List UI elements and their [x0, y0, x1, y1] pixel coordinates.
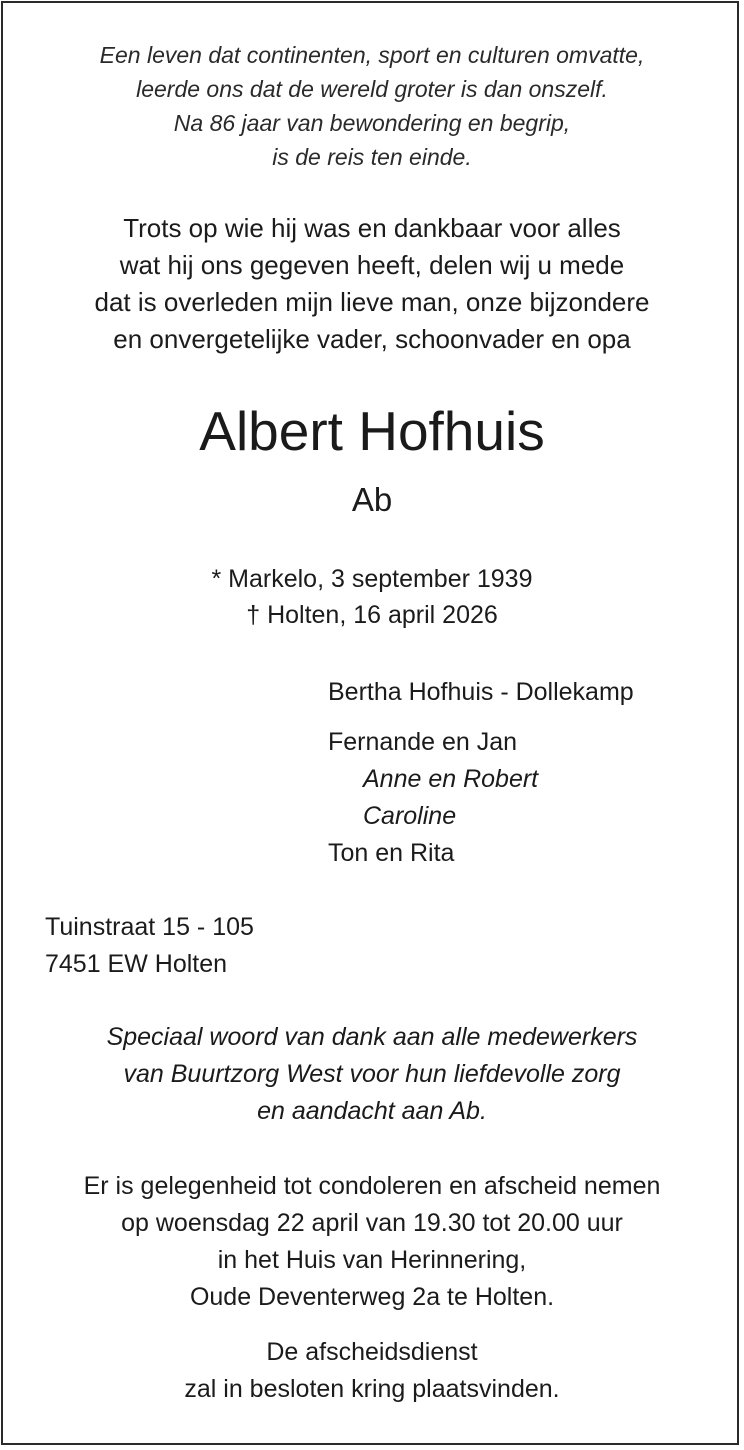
thanks-line: van Buurtzorg West voor hun liefdevolle zorg	[123, 1060, 621, 1088]
grandchild: Anne en Robert	[363, 765, 539, 793]
condolence-line: Oude Deventerweg 2a te Holten.	[189, 1283, 555, 1311]
condolence-line: Er is gelegenheid tot condoleren en afscheid nemen	[83, 1172, 661, 1200]
announcement-line: wat hij ons gegeven heeft, delen wij u mede	[119, 250, 625, 280]
service-line: zal in besloten kring plaatsvinden.	[184, 1375, 560, 1403]
announcement-line: Trots op wie hij was en dankbaar voor alles	[123, 213, 621, 243]
family-member: Ton en Rita	[328, 839, 455, 867]
birth-date: * Markelo, 3 september 1939	[211, 565, 533, 593]
verse-line: Een leven dat continenten, sport en culturen omvatte,	[99, 42, 645, 68]
address-city: 7451 EW Holten	[45, 950, 228, 978]
life-dates	[0, 561, 744, 633]
verse-line: leerde ons dat de wereld groter is dan onszelf.	[136, 76, 608, 102]
family-member: Fernande en Jan	[328, 728, 518, 756]
thanks-message	[0, 1019, 744, 1130]
verse-line: Na 86 jaar van bewondering en begrip,	[173, 110, 571, 136]
condolence-info	[0, 1168, 744, 1316]
opening-verse	[0, 38, 744, 174]
verse-line: is de reis ten einde.	[272, 144, 472, 170]
home-address	[45, 909, 254, 983]
grandchild: Caroline	[363, 802, 457, 830]
thanks-line: en aandacht aan Ab.	[257, 1097, 487, 1125]
condolence-line: op woensdag 22 april van 19.30 tot 20.00 uur	[121, 1209, 623, 1237]
service-info	[0, 1334, 744, 1408]
family-list	[328, 724, 538, 872]
thanks-line: Speciaal woord van dank aan alle medewerkers	[106, 1023, 638, 1051]
announcement-line: en onvergetelijke vader, schoonvader en opa	[113, 324, 631, 354]
deceased-nickname: Ab	[351, 481, 393, 518]
announcement-line: dat is overleden mijn lieve man, onze bijzondere	[94, 287, 650, 317]
announcement-text	[0, 210, 744, 358]
address-street: Tuinstraat 15 - 105	[45, 913, 254, 941]
condolence-line: in het Huis van Herinnering,	[217, 1246, 527, 1274]
service-line: De afscheidsdienst	[266, 1338, 478, 1366]
spouse-name: Bertha Hofhuis - Dollekamp	[328, 678, 634, 706]
death-date: † Holten, 16 april 2026	[246, 601, 498, 629]
deceased-name: Albert Hofhuis	[199, 400, 545, 462]
